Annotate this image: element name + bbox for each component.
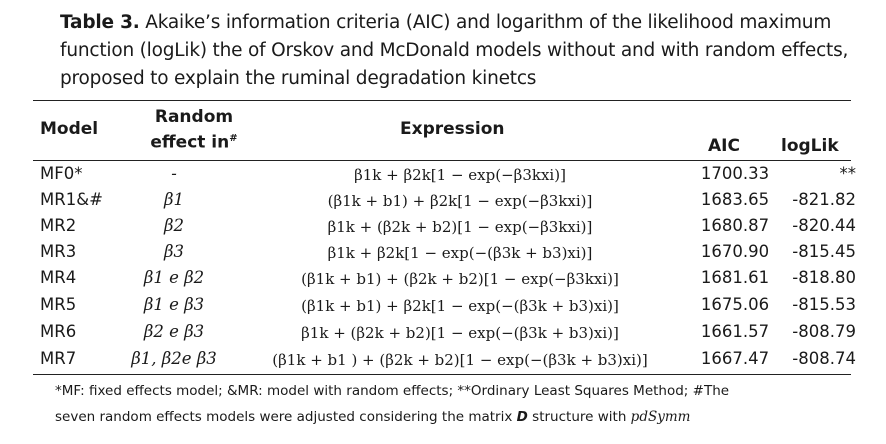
row-loglik: ** (839, 164, 856, 183)
row-model: MR1&# (40, 190, 103, 209)
footnote-matrix-d: D (516, 409, 528, 425)
row-random-effect: - (171, 164, 177, 183)
row-loglik: -815.53 (792, 295, 856, 314)
table-row (0, 239, 886, 267)
row-aic: 1683.65 (700, 190, 770, 209)
header-random-effect (134, 106, 254, 154)
row-model: MR5 (40, 295, 77, 314)
caption-text: Akaike’s information criteria (AIC) and logarithm of the likelihood maximum function (logLik) the of Orskov and McDonald models without and with random effects, proposed to explain the ruminal degradation kinetcs (60, 12, 849, 89)
header-random-sup: # (229, 133, 238, 144)
header-random-line2-wrap (134, 128, 254, 154)
header-random-line1: Random (154, 107, 234, 127)
row-model: MR4 (40, 268, 77, 287)
row-random-effect: β1 e β3 (143, 295, 205, 314)
row-aic: 1667.47 (700, 349, 770, 368)
row-loglik: -815.45 (792, 242, 856, 261)
row-expression: (β1k + b1) + β2k[1 − exp(−β3kxi)] (327, 192, 593, 210)
table-row (0, 161, 886, 189)
row-model: MR7 (40, 349, 77, 368)
footnote-line2-pre: seven random effects models were adjusted considering the matrix (55, 409, 513, 425)
table-top-rule (33, 100, 851, 101)
row-aic: 1680.87 (700, 216, 770, 235)
row-expression: (β1k + b1 ) + (β2k + b2)[1 − exp(−(β3k + b3)xi)] (272, 351, 648, 369)
header-random-line2: effect in (150, 132, 230, 153)
caption-label: Table 3. (60, 12, 140, 33)
row-model: MR3 (40, 242, 77, 261)
table-row (0, 187, 886, 215)
row-aic: 1670.90 (700, 242, 770, 261)
table-row (0, 213, 886, 241)
row-loglik: -818.80 (792, 268, 856, 287)
row-model: MR6 (40, 322, 77, 341)
table-row (0, 319, 886, 347)
row-aic: 1700.33 (700, 164, 770, 183)
header-model: Model (40, 119, 99, 139)
footnote-line2 (55, 404, 855, 430)
table-footnote (55, 378, 855, 430)
row-expression: (β1k + b1) + β2k[1 − exp(−(β3k + b3)xi)] (301, 297, 619, 315)
row-loglik: -820.44 (792, 216, 856, 235)
row-model: MF0* (40, 164, 83, 183)
header-expression: Expression (400, 119, 505, 139)
row-random-effect: β2 (163, 216, 185, 235)
row-model: MR2 (40, 216, 77, 235)
table-row (0, 346, 886, 374)
row-loglik: -808.74 (792, 349, 856, 368)
table-bottom-rule (33, 374, 851, 375)
header-aic: AIC (708, 136, 740, 156)
table-row (0, 292, 886, 320)
row-random-effect: β1, β2e β3 (131, 349, 217, 368)
row-random-effect: β2 e β3 (143, 322, 205, 341)
row-expression: β1k + (β2k + b2)[1 − exp(−(β3k + b3)xi)] (301, 324, 619, 342)
table-caption (60, 9, 860, 93)
footnote-pdsymm: pdSymm (630, 409, 691, 425)
row-expression: β1k + β2k[1 − exp(−(β3k + b3)xi)] (327, 244, 593, 262)
table-row (0, 265, 886, 293)
footnote-line2-mid: structure with (532, 409, 627, 425)
row-expression: β1k + (β2k + b2)[1 − exp(−β3kxi)] (327, 218, 593, 236)
row-random-effect: β3 (163, 242, 185, 261)
row-aic: 1681.61 (700, 268, 770, 287)
footnote-line1: *MF: fixed effects model; &MR: model with random effects; **Ordinary Least Squares Method; #The (55, 383, 730, 399)
row-loglik: -821.82 (792, 190, 856, 209)
row-loglik: -808.79 (792, 322, 856, 341)
row-expression: (β1k + b1) + (β2k + b2)[1 − exp(−β3kxi)] (301, 270, 619, 288)
row-aic: 1661.57 (700, 322, 770, 341)
row-random-effect: β1 e β2 (143, 268, 205, 287)
row-expression: β1k + β2k[1 − exp(−β3kxi)] (354, 166, 566, 184)
header-loglik: logLik (781, 136, 839, 156)
row-random-effect: β1 (163, 190, 185, 209)
row-aic: 1675.06 (700, 295, 770, 314)
